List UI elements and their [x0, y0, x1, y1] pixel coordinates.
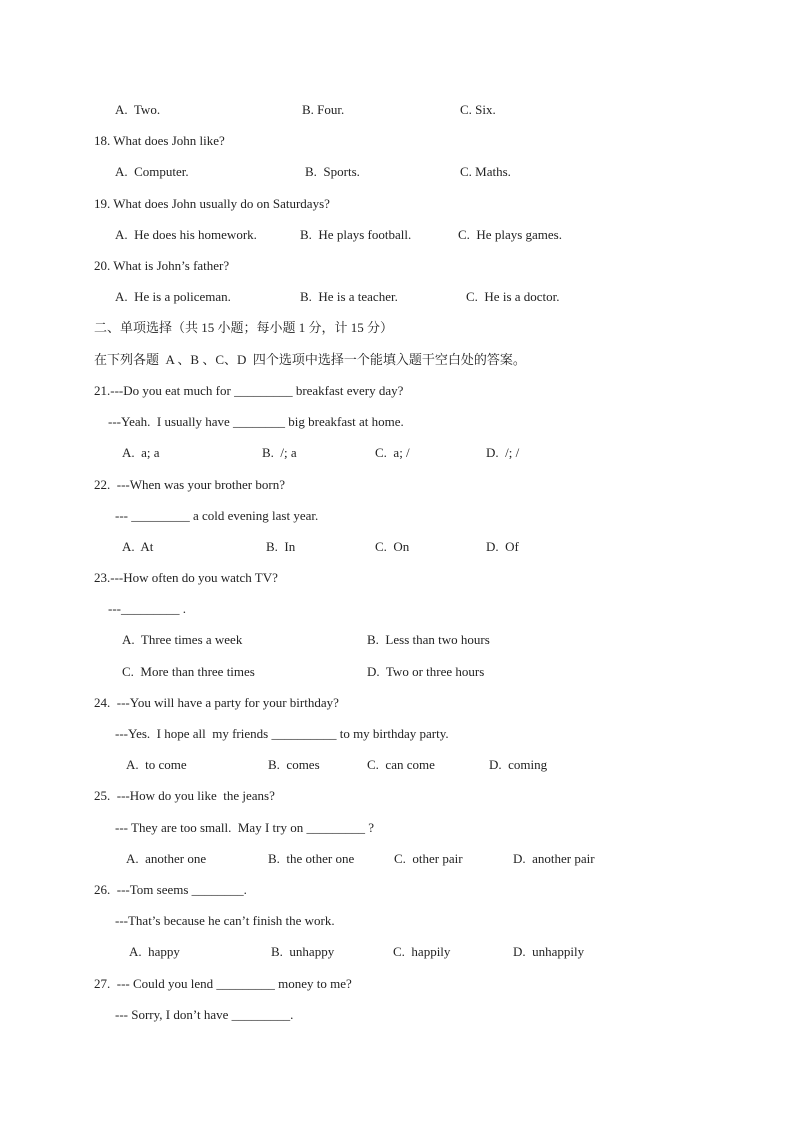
option: A. happy	[129, 944, 180, 959]
option: B. In	[266, 539, 296, 554]
option: B. He is a teacher.	[300, 289, 398, 304]
question-text: 23.---How often do you watch TV?	[94, 570, 278, 585]
option: C. a; /	[375, 445, 410, 460]
option: C. More than three times	[122, 664, 255, 679]
question-text: ---That’s because he can’t finish the work.	[115, 913, 335, 928]
option: D. /; /	[486, 445, 520, 460]
option: C. On	[375, 539, 410, 554]
option: D. another pair	[513, 851, 595, 866]
question-text: --- They are too small. May I try on _________ ?	[115, 820, 374, 835]
question-text: 18. What does John like?	[94, 133, 225, 148]
option: A. a; a	[122, 445, 160, 460]
option: B. comes	[268, 757, 320, 772]
option: B. He plays football.	[300, 227, 412, 242]
option: C. He is a doctor.	[466, 289, 560, 304]
question-text: 22. ---When was your brother born?	[94, 477, 285, 492]
option: A. He does his homework.	[115, 227, 257, 242]
question-text: 24. ---You will have a party for your birthday?	[94, 695, 339, 710]
question-text: 21.---Do you eat much for _________ breakfast every day?	[94, 383, 404, 398]
question-text: 20. What is John’s father?	[94, 258, 230, 273]
option: A. Two.	[115, 102, 161, 117]
question-text: ---Yes. I hope all my friends __________ to my birthday party.	[115, 726, 449, 741]
option: D. Two or three hours	[367, 664, 485, 679]
option: B. Less than two hours	[367, 632, 490, 647]
option: B. unhappy	[271, 944, 335, 959]
option: B. Four.	[302, 102, 345, 117]
question-text: --- Sorry, I don’t have _________.	[115, 1007, 294, 1022]
question-text: 27. --- Could you lend _________ money to me?	[94, 976, 352, 991]
option: B. /; a	[262, 445, 297, 460]
option: C. other pair	[394, 851, 463, 866]
option: B. Sports.	[305, 164, 360, 179]
question-text: 26. ---Tom seems ________.	[94, 882, 247, 897]
option: D. coming	[489, 757, 548, 772]
option: C. Six.	[460, 102, 496, 117]
option: B. the other one	[268, 851, 355, 866]
option: A. another one	[126, 851, 207, 866]
option: A. Computer.	[115, 164, 189, 179]
option: D. Of	[486, 539, 519, 554]
question-text: 19. What does John usually do on Saturdays?	[94, 196, 330, 211]
option: A. Three times a week	[122, 632, 243, 647]
option: A. to come	[126, 757, 187, 772]
section-instructions: 在下列各题 A 、B 、C、D 四个选项中选择一个能填入题干空白处的答案。	[94, 352, 526, 367]
question-text: ---_________ .	[108, 601, 186, 616]
option: C. He plays games.	[458, 227, 562, 242]
question-text: 25. ---How do you like the jeans?	[94, 788, 275, 803]
option: A. He is a policeman.	[115, 289, 231, 304]
question-text: --- _________ a cold evening last year.	[115, 508, 319, 523]
question-text: ---Yeah. I usually have ________ big breakfast at home.	[108, 414, 404, 429]
section-heading: 二、单项选择（共 15 小题；每小题 1 分，计 15 分）	[94, 320, 394, 335]
option: D. unhappily	[513, 944, 585, 959]
option: C. Maths.	[460, 164, 511, 179]
option: A. At	[122, 539, 154, 554]
option: C. can come	[367, 757, 435, 772]
option: C. happily	[393, 944, 451, 959]
